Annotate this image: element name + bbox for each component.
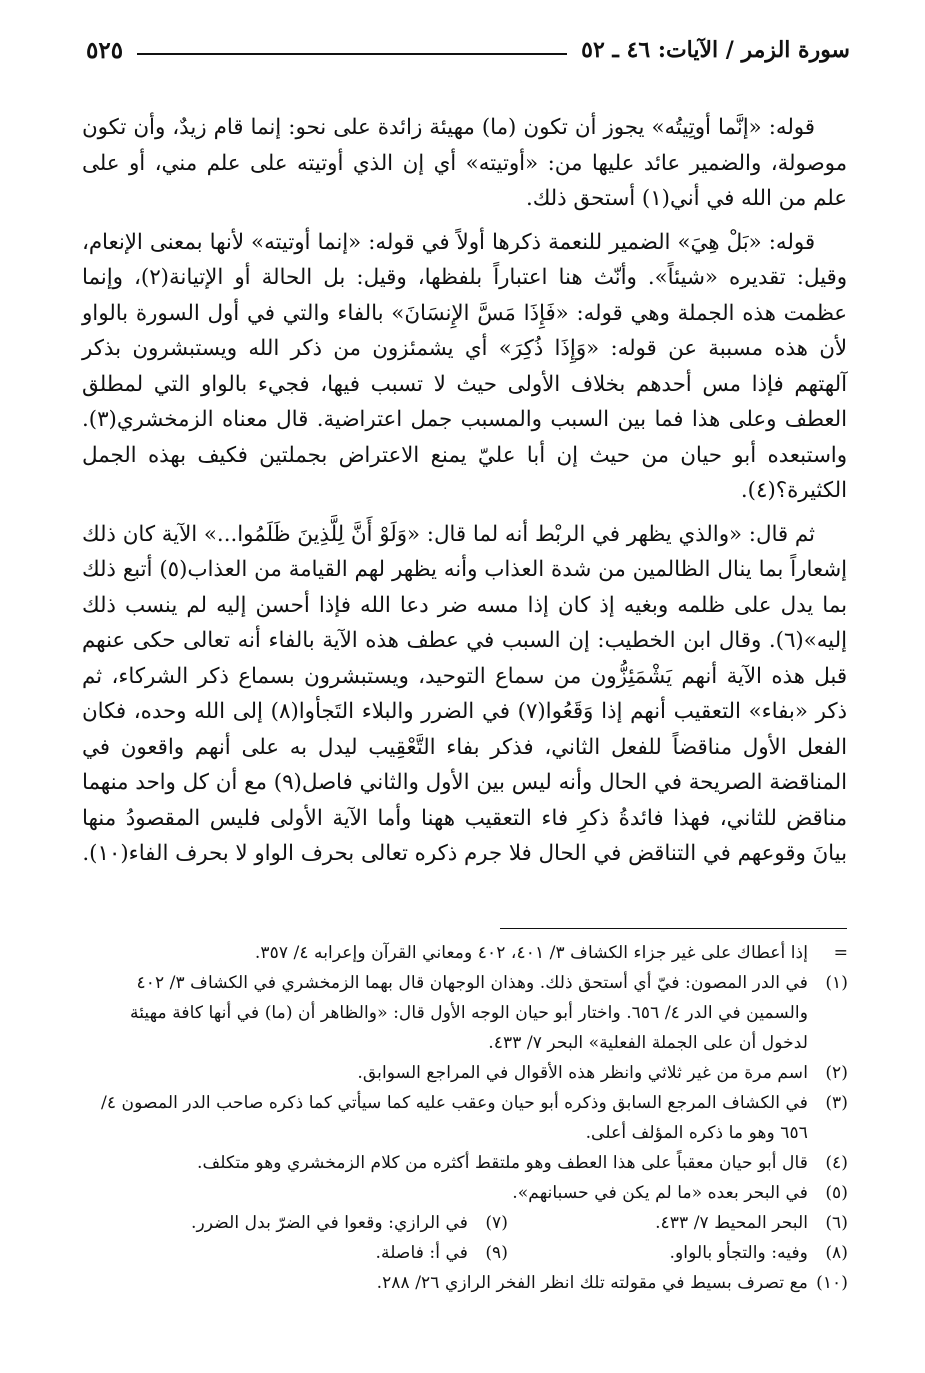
footnote — [191, 1208, 508, 1238]
footnote-text: اسم مرة من غير ثلاثي وانظر هذه الأقوال في المراجع السوابق. — [357, 1063, 808, 1083]
footnote-text: البحر المحيط ٧/ ٤٣٣. — [655, 1213, 808, 1233]
footnote-number: (٤) — [825, 1153, 848, 1173]
paragraph: قوله: «إنَّما أوتِيتُه» يجوز أن تكون (ما) مهيئة زائدة على نحو: إنما قام زيدٌ، وأن تكون موصولة، والضمير عائد عليها من: «أوتيته» أي إن الذي أوتيته على علم مني، أو على علم من الله في أني(١) أستحق ذلك. — [82, 115, 847, 211]
footnote — [508, 1208, 848, 1238]
footnote — [86, 1088, 848, 1148]
footnote — [86, 1268, 848, 1298]
footnote-text: قال أبو حيان معقباً على هذا العطف وهو ملتقط أكثره من كلام الزمخشري وهو متكلف. — [197, 1153, 808, 1173]
footnote-number: (١٠) — [816, 1273, 848, 1293]
footnote-number: (١) — [825, 973, 848, 993]
footnote-number: (٧) — [485, 1213, 508, 1233]
footnote-row — [86, 1238, 848, 1268]
footnote — [86, 968, 848, 1058]
footnote — [86, 1178, 848, 1208]
footnote-text: في الدر المصون: فيّ أي أستحق ذلك. وهذان الوجهان قال بهما الزمخشري في الكشاف ٣/ ٤٠٢ والسمين في الدر ٤/ ٦٥٦. واختار أبو حيان الوجه الأول قال: «والظاهر أن (ما) في أنها كافة مهيئة لدخول أن على الجملة الفعلية» البحر ٧/ ٤٣٣. — [130, 973, 808, 1053]
footnote-separator — [500, 928, 847, 929]
footnote-text: في الرازي: وقعوا في الضرّ بدل الضرر. — [191, 1213, 468, 1233]
footnote-number: (٦) — [825, 1213, 848, 1233]
footnote-number: (٣) — [825, 1093, 848, 1113]
running-header — [86, 32, 850, 68]
footnote — [86, 938, 848, 968]
footnote — [376, 1238, 508, 1268]
footnote-text: في الكشاف المرجع السابق وذكره أبو حيان وعقب عليه كما سيأتي كما ذكره صاحب الدر المصون ٤/ ٦٥٦ وهو ما ذكره المؤلف أعلى. — [101, 1093, 808, 1143]
footnotes — [86, 938, 848, 1298]
footnote-text: في البحر بعده «ما لم يكن في حسبانهم». — [512, 1183, 808, 1203]
footnote-number: (٢) — [825, 1063, 848, 1083]
running-title: سورة الزمر / الآيات: ٤٦ ـ ٥٢ — [581, 37, 850, 63]
footnote-text: إذا أعطاك على غير جزاء الكشاف ٣/ ٤٠١، ٤٠٢ ومعاني القرآن وإعرابه ٤/ ٣٥٧. — [254, 943, 808, 963]
footnote — [508, 1238, 848, 1268]
footnote-number: (٨) — [825, 1243, 848, 1263]
main-text — [82, 110, 847, 880]
footnote-number: = — [833, 943, 848, 963]
footnote — [86, 1058, 848, 1088]
page-number: ٥٢٥ — [86, 36, 124, 64]
footnote-number: (٩) — [485, 1243, 508, 1263]
paragraph: قوله: «بَلْ هِيَ» الضمير للنعمة ذكرها أولاً في قوله: «إنما أوتيته» لأنها بمعنى الإنعام، وقيل: تقديره «شيئاً». وأنّث هنا اعتباراً بلفظها، وقيل: بل الحالة أو الإتيانة(٢)، وإنما عظمت هذه الجملة وهي قوله: «فَإِذَا مَسَّ الإِنسَانَ» بالفاء والتي في أول السورة بالواو لأن هذه مسببة عن قوله: «وَإِذَا ذُكِرَ» أي يشمئزون من ذكر الله ويستبشرون بذكر آلهتهم فإذا مس أحدهم بخلاف الأولى حيث لا تسبب فيها، فجيء بالواو التي لمطلق العطف وعلى هذا فما بين السبب والمسبب جمل اعتراضية. قال معناه الزمخشري(٣). واستبعده أبو حيان من حيث إن أبا عليّ يمنع الاعتراض بجملتين فكيف بهذه الجمل الكثيرة؟(٤). — [82, 229, 847, 503]
footnote-text: مع تصرف بسيط في مقولته تلك انظر الفخر الرازي ٢٦/ ٢٨٨. — [376, 1273, 808, 1293]
footnote-text: في أ: فاصلة. — [375, 1243, 468, 1263]
paragraph: ثم قال: «والذي يظهر في الربْط أنه لما قال: «وَلَوْ أَنَّ لِلَّذِينَ ظَلَمُوا...» الآية كان ذلك إشعاراً بما ينال الظالمين من شدة العذاب وأنه يظهر لهم القيامة من العذاب(٥) أتبع ذلك بما يدل على ظلمه وبغيه إذ كان إذا مسه ضر دعا الله فإذا أحسن إليه لم ينسب ذلك إليه»(٦). وقال ابن الخطيب: إن السبب في عطف هذه الآية بالفاء أنه تعالى حكى عنهم قبل هذه الآية أنهم يَشْمَئِزُّون من سماع التوحيد، ويستبشرون بسماع ذكر الشركاء، ثم ذكر «بفاء» التعقيب أنهم إذا وَقَعُوا(٧) في الضرر والبلاء التَجأوا(٨) إلى الله وحده، فكان الفعل الأول مناقضاً للفعل الثاني، فذكر بفاء التَّعْقِيب ليدل به على أنهم واقعون في المناقضة الصريحة في الحال وأنه ليس بين الأول والثاني فاصل(٩) مع أن كل واحد منهما مناقض للثاني، فهذا فائدةُ ذكرِ فاء التعقيب ههنا وأما الآية الأولى فليس المقصودُ منها بيانَ وقوعهم في التناقض في الحال فلا جرم ذكره تعالى بحرف الواو لا بحرف الفاء(١٠). — [82, 521, 847, 866]
footnote — [86, 1148, 848, 1178]
footnote-row — [86, 1208, 848, 1238]
footnote-number: (٥) — [825, 1183, 848, 1203]
header-rule — [137, 53, 567, 55]
footnote-text: وفيه: والتجأو بالواو. — [669, 1243, 808, 1263]
